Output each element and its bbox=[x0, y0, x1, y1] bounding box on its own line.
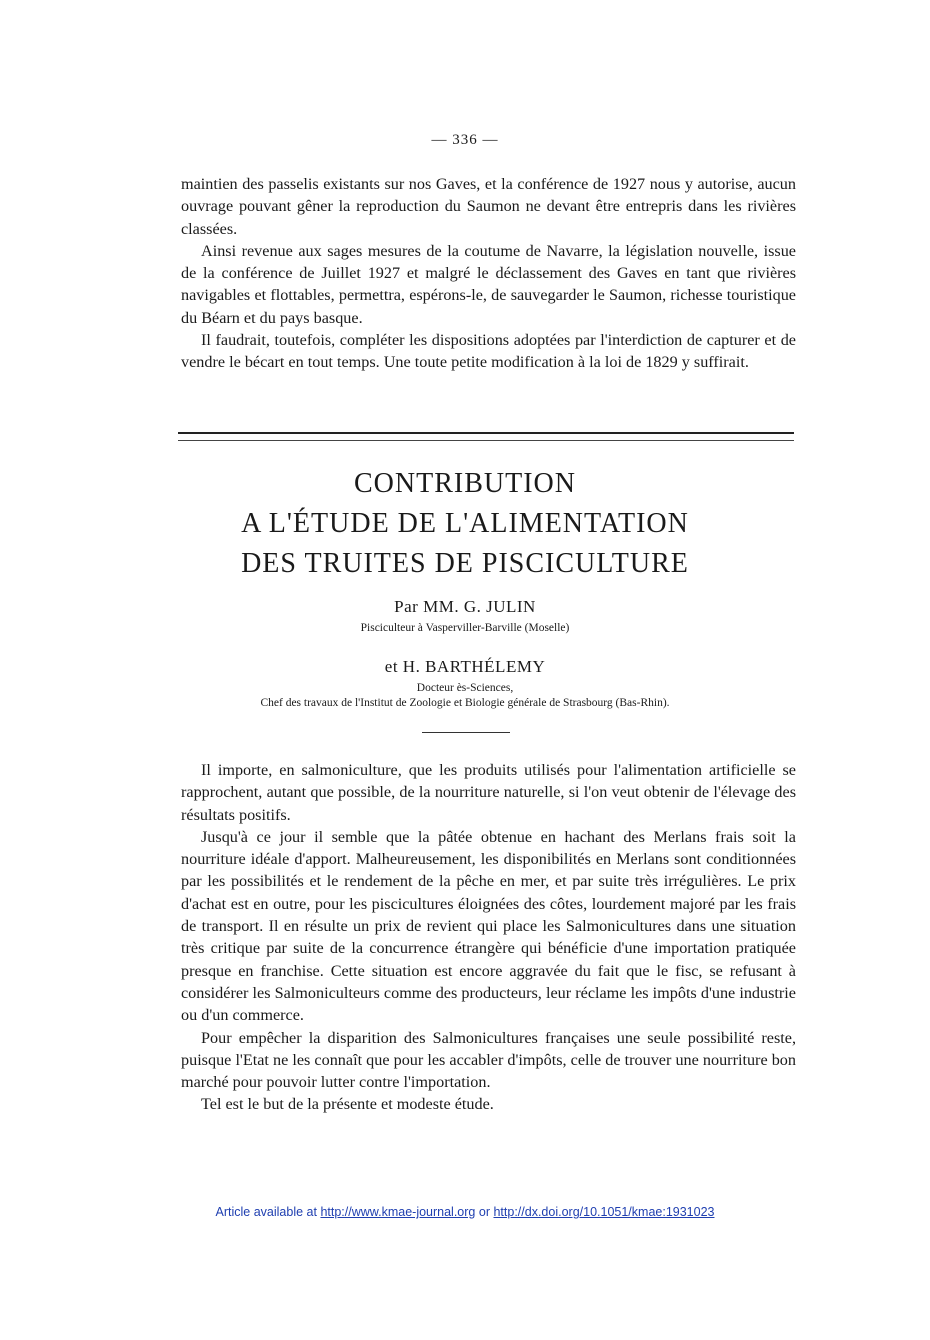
paragraph: Jusqu'à ce jour il semble que la pâtée obtenue en hachant des Merlans frais soit la nourriture idéale d'apport. Malheureusement, les disponibilités en Merlans sont conditionnées par les possibilités et le rendement de la pêche en mer, et par suite très irrégulières. Le prix d'achat est en outre, pour les piscicultures éloignées des côtes, lourdement majoré par les frais de transport. Il en résulte un prix de revient qui place les Salmonicultures dans une situation très critique par suite de la concurrence étrangère qui bénéficie d'une importation pratiquée presque en franchise. Cette situation est encore aggravée du fait que le fisc, se refusant à considérer les Salmoniculteurs comme des producteurs, leur réclame les impôts d'une industrie ou d'un commerce. bbox=[181, 827, 796, 1025]
author-affiliation: Pisciculteur à Vasperviller-Barville (Moselle) bbox=[360, 622, 570, 634]
article-title bbox=[0, 464, 930, 584]
footer-middle: or bbox=[478, 1205, 490, 1219]
page-number: — 336 — bbox=[431, 132, 499, 148]
title-line: CONTRIBUTION bbox=[354, 468, 576, 499]
author-name: et H. BARTHÉLEMY bbox=[384, 657, 546, 676]
article-body bbox=[181, 759, 796, 1116]
paragraph: Il faudrait, toutefois, compléter les dispositions adoptées par l'interdiction de capturer et de vendre le bécart en tout temps. Une toute petite modification à la loi de 1829 y suffirait. bbox=[181, 331, 796, 372]
author-name: Par MM. G. JULIN bbox=[394, 597, 536, 616]
section-divider bbox=[178, 432, 794, 441]
title-line: A L'ÉTUDE DE L'ALIMENTATION bbox=[241, 508, 689, 539]
author-degree: Docteur ès-Sciences, bbox=[416, 682, 514, 694]
journal-link[interactable]: http://www.kmae-journal.org bbox=[320, 1205, 476, 1219]
availability-footer bbox=[0, 1205, 930, 1219]
author-block-2 bbox=[0, 657, 930, 711]
paragraph: maintien des passelis existants sur nos Gaves, et la conférence de 1927 nous y autorise, aucun ouvrage pouvant gêner la reproduction du Saumon ne devant être entrepris dans les rivières classées. bbox=[181, 175, 796, 238]
doi-link[interactable]: http://dx.doi.org/10.1051/kmae:1931023 bbox=[493, 1205, 715, 1219]
paragraph: Il importe, en salmoniculture, que les produits utilisés pour l'alimentation artificielle se rapprochent, autant que possible, de la nourriture naturelle, si l'on veut obtenir de l'élevage des résultats positifs. bbox=[181, 761, 796, 824]
title-line: DES TRUITES DE PISCICULTURE bbox=[241, 548, 689, 579]
short-divider bbox=[422, 732, 510, 733]
continued-text bbox=[181, 173, 796, 374]
author-affiliation: Chef des travaux de l'Institut de Zoologie et Biologie générale de Strasbourg (Bas-Rhin). bbox=[260, 697, 670, 709]
paragraph: Tel est le but de la présente et modeste étude. bbox=[201, 1095, 494, 1114]
author-block-1 bbox=[0, 597, 930, 636]
paragraph: Ainsi revenue aux sages mesures de la coutume de Navarre, la législation nouvelle, issue de la conférence de Juillet 1927 et malgré le déclassement des Gaves en tant que rivières navigables et flottables, permettra, espérons-le, de sauvegarder le Saumon, richesse touristique du Béarn et du pays basque. bbox=[181, 241, 796, 327]
footer-prefix: Article available at bbox=[215, 1205, 317, 1219]
paragraph: Pour empêcher la disparition des Salmonicultures françaises une seule possibilité reste, puisque l'Etat ne les connaît que pour les accabler d'impôts, celle de trouver une nourriture bon marché pour pouvoir lutter contre l'importation. bbox=[181, 1028, 796, 1092]
